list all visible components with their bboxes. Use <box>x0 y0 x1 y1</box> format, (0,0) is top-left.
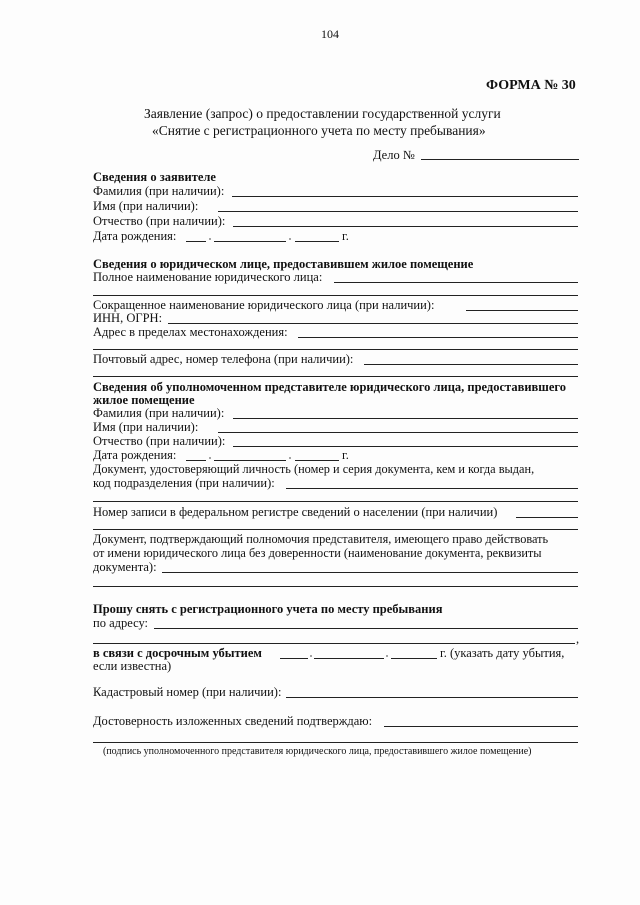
representative-name-field[interactable] <box>218 432 578 433</box>
legal-entity-postal-field-cont[interactable] <box>93 376 578 377</box>
representative-name-label: Имя (при наличии): <box>93 420 199 434</box>
date-separator <box>209 238 211 240</box>
representative-birth-year-field[interactable] <box>295 460 339 461</box>
legal-entity-inn-label: ИНН, ОГРН: <box>93 311 163 325</box>
representative-birth-date-label: Дата рождения: <box>93 448 177 462</box>
representative-authority-label-line2: от имени юридического лица без доверенности (наименование документа, реквизиты <box>93 546 542 560</box>
address-comma: , <box>576 632 580 646</box>
departure-suffix-line2: если известна) <box>93 659 172 673</box>
applicant-surname-label: Фамилия (при наличии): <box>93 184 225 198</box>
legal-entity-address-label: Адрес в пределах местонахождения: <box>93 325 288 339</box>
applicant-birth-year-suffix: г. <box>342 229 349 243</box>
legal-entity-heading: Сведения о юридическом лице, предоставившем жилое помещение <box>93 257 474 271</box>
legal-entity-postal-field[interactable] <box>364 364 578 365</box>
representative-heading-line1: Сведения об уполномоченном представителе юридического лица, предоставившего <box>93 380 567 394</box>
representative-birth-day-field[interactable] <box>186 460 206 461</box>
representative-birth-month-field[interactable] <box>214 460 286 461</box>
request-heading: Прошу снять с регистрационного учета по месту пребывания <box>93 602 443 616</box>
date-separator <box>289 457 291 459</box>
legal-entity-short-name-field[interactable] <box>466 310 578 311</box>
case-number-field[interactable] <box>421 159 579 160</box>
applicant-birth-date-label: Дата рождения: <box>93 229 177 243</box>
representative-id-doc-field[interactable] <box>286 488 578 489</box>
page-number: 104 <box>321 27 339 41</box>
request-address-label: по адресу: <box>93 616 149 630</box>
legal-entity-full-name-field-cont[interactable] <box>93 295 578 296</box>
representative-authority-label-line1: Документ, подтверждающий полномочия представителя, имеющего право действовать <box>93 532 549 546</box>
legal-entity-inn-field[interactable] <box>168 323 578 324</box>
representative-registry-field[interactable] <box>516 517 578 518</box>
departure-year-field[interactable] <box>391 658 437 659</box>
confirm-label: Достоверность изложенных сведений подтверждаю: <box>93 714 373 728</box>
applicant-heading: Сведения о заявителе <box>93 170 216 184</box>
representative-authority-field[interactable] <box>162 572 578 573</box>
representative-authority-field-cont[interactable] <box>93 586 578 587</box>
request-address-field-cont[interactable] <box>93 643 575 644</box>
representative-birth-year-suffix: г. <box>342 448 349 462</box>
date-separator <box>289 238 291 240</box>
signature-field[interactable] <box>93 742 578 743</box>
early-departure-label: в связи с досрочным убытием <box>93 646 262 660</box>
cadastral-label: Кадастровый номер (при наличии): <box>93 685 282 699</box>
applicant-surname-field[interactable] <box>232 196 578 197</box>
case-number-label: Дело № <box>373 148 415 162</box>
departure-month-field[interactable] <box>314 658 384 659</box>
representative-id-doc-label-line2: код подразделения (при наличии): <box>93 476 275 490</box>
confirm-field[interactable] <box>384 726 578 727</box>
representative-id-doc-field-cont[interactable] <box>93 501 578 502</box>
representative-registry-label: Номер записи в федеральном регистре сведений о населении (при наличии) <box>93 505 498 519</box>
representative-registry-field-cont[interactable] <box>93 529 578 530</box>
legal-entity-postal-label: Почтовый адрес, номер телефона (при наличии): <box>93 352 354 366</box>
representative-heading-line2: жилое помещение <box>93 393 195 407</box>
applicant-name-field[interactable] <box>218 211 578 212</box>
departure-suffix: г. (указать дату убытия, <box>440 646 565 660</box>
signature-caption: (подпись уполномоченного представителя юридического лица, предоставившего жилое помещение) <box>103 746 532 757</box>
applicant-birth-month-field[interactable] <box>214 241 286 242</box>
applicant-name-label: Имя (при наличии): <box>93 199 199 213</box>
representative-authority-label-line3: документа): <box>93 560 157 574</box>
representative-patronymic-field[interactable] <box>233 446 578 447</box>
cadastral-field[interactable] <box>286 697 578 698</box>
date-separator <box>209 457 211 459</box>
applicant-birth-year-field[interactable] <box>295 241 339 242</box>
applicant-patronymic-label: Отчество (при наличии): <box>93 214 226 228</box>
legal-entity-full-name-label: Полное наименование юридического лица: <box>93 270 323 284</box>
request-address-field[interactable] <box>154 628 578 629</box>
date-separator <box>386 655 388 657</box>
legal-entity-short-name-label: Сокращенное наименование юридического лица (при наличии): <box>93 298 435 312</box>
representative-surname-field[interactable] <box>233 418 578 419</box>
legal-entity-address-field[interactable] <box>298 337 578 338</box>
form-title-line2: «Снятие с регистрационного учета по месту пребывания» <box>152 123 486 138</box>
legal-entity-full-name-field[interactable] <box>334 282 578 283</box>
representative-surname-label: Фамилия (при наличии): <box>93 406 225 420</box>
applicant-birth-day-field[interactable] <box>186 241 206 242</box>
representative-patronymic-label: Отчество (при наличии): <box>93 434 226 448</box>
applicant-patronymic-field[interactable] <box>233 226 578 227</box>
form-number: ФОРМА № 30 <box>486 78 576 93</box>
representative-id-doc-label-line1: Документ, удостоверяющий личность (номер и серия документа, кем и когда выдан, <box>93 462 535 476</box>
form-title-line1: Заявление (запрос) о предоставлении государственной услуги <box>144 106 501 121</box>
departure-day-field[interactable] <box>280 658 308 659</box>
legal-entity-address-field-cont[interactable] <box>93 349 578 350</box>
date-separator <box>310 655 312 657</box>
